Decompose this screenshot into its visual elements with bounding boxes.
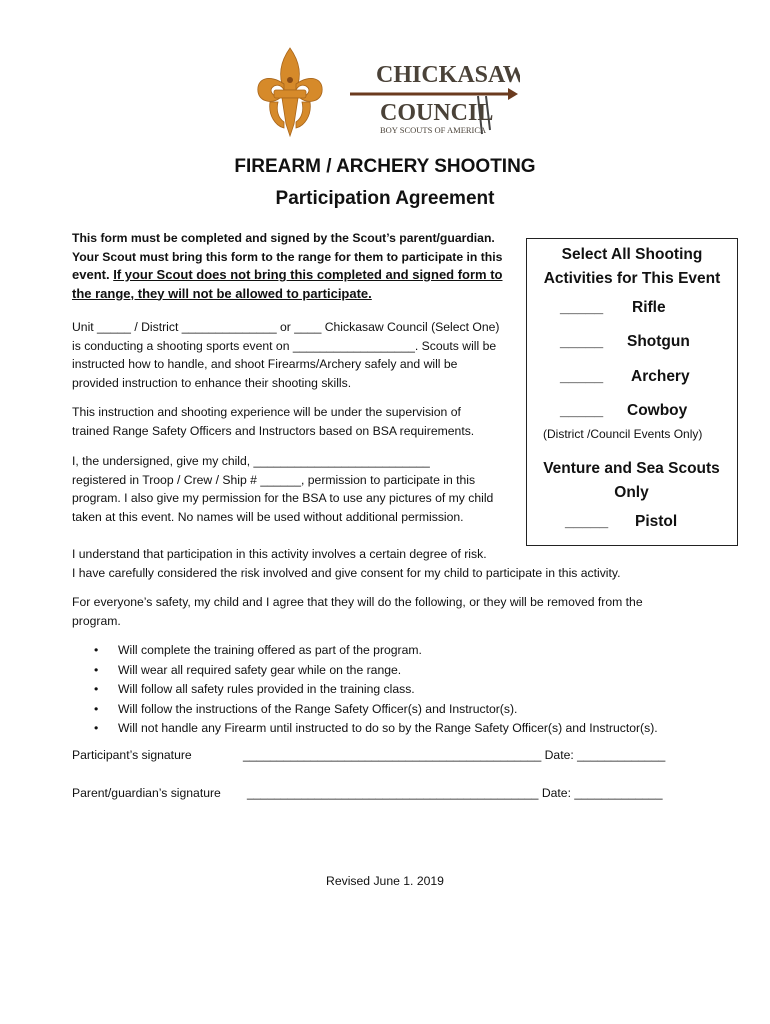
bullet-icon: • <box>94 721 99 736</box>
list-item: • Will follow the instructions of the Range Safety Officer(s) and Instructor(s). <box>72 700 712 720</box>
svg-text:CHICKASAW: CHICKASAW <box>376 62 520 88</box>
venture-sea-scouts-heading: Venture and Sea Scouts Only <box>543 460 720 501</box>
unit-paragraph: Unit _____ / District ______________ or ____ Chickasaw Council (Select One) is conducting a shooting sports event on __________________. Scouts will be instructed how to handle, and shoot Firearms/Archery safely and will be provided instruction to enhance their shooting skills. <box>72 320 500 390</box>
rules-list <box>72 641 712 739</box>
svg-text:COUNCIL: COUNCIL <box>380 100 494 126</box>
parent-signature-label: Parent/guardian’s signature <box>72 786 221 800</box>
bullet-icon: • <box>94 682 99 697</box>
form-title: FIREARM / ARCHERY SHOOTING <box>234 156 536 177</box>
svg-text:BOY SCOUTS OF AMERICA: BOY SCOUTS OF AMERICA <box>380 125 487 135</box>
supervision-paragraph: This instruction and shooting experience will be under the supervision of trained Range Safety Officers and Instructors based on BSA requirements. <box>72 405 475 438</box>
list-item: • Will not handle any Firearm until instructed to do so by the Range Safety Officer(s) and Instructor(s). <box>72 719 712 739</box>
safety-paragraph: For everyone’s safety, my child and I agree that they will do the following, or they will be removed from the program. <box>72 595 643 628</box>
list-item: • Will wear all required safety gear while on the range. <box>72 661 712 681</box>
revision-date: Revised June 1. 2019 <box>326 874 444 888</box>
participant-signature-label: Participant’s signature <box>72 748 192 762</box>
permission-paragraph: I, the undersigned, give my child, __________________________ registered in Troop / Crew / Ship # ______, permission to participate in this program. I also give my permission for the BSA to use any pictures of my child taken at this event. No names will be used without additional permission. <box>72 454 494 524</box>
risk-paragraph: I understand that participation in this activity involves a certain degree of risk. I have carefully considered the risk involved and give consent for my child to participate in this activity. <box>72 547 621 580</box>
list-item: • Will follow all safety rules provided in the training class. <box>72 680 712 700</box>
fleur-de-lis-icon <box>250 44 520 144</box>
participant-signature-field[interactable]: ____________________________________________ Date: _____________ <box>243 748 666 762</box>
activities-heading-line1: Select All Shooting <box>561 246 703 263</box>
intro-paragraph: This form must be completed and signed by the Scout’s parent/guardian. Your Scout must bring this form to the range for them to participate in this event. If your Scout does not bring this completed and signed form to the range, they will not be allowed to participate. <box>72 231 503 301</box>
list-item: • Will complete the training offered as part of the program. <box>72 641 712 661</box>
activities-heading-line2: Activities for This Event <box>543 270 721 287</box>
form-subtitle: Participation Agreement <box>275 188 495 209</box>
bullet-icon: • <box>94 701 99 716</box>
bullet-icon: • <box>94 662 99 677</box>
activities-selection-box: Select All Shooting Activities for This Event _____ Rifle _____ Shotgun _____ Archery _____ Cowboy (District /Council Events Only) Venture and Sea Scouts Only _____ Pistol <box>526 238 738 546</box>
parent-signature-field[interactable]: ___________________________________________ Date: _____________ <box>247 786 663 800</box>
bullet-icon: • <box>94 643 99 657</box>
cowboy-note: (District /Council Events Only) <box>543 427 703 441</box>
chickasaw-council-logo <box>250 44 520 144</box>
